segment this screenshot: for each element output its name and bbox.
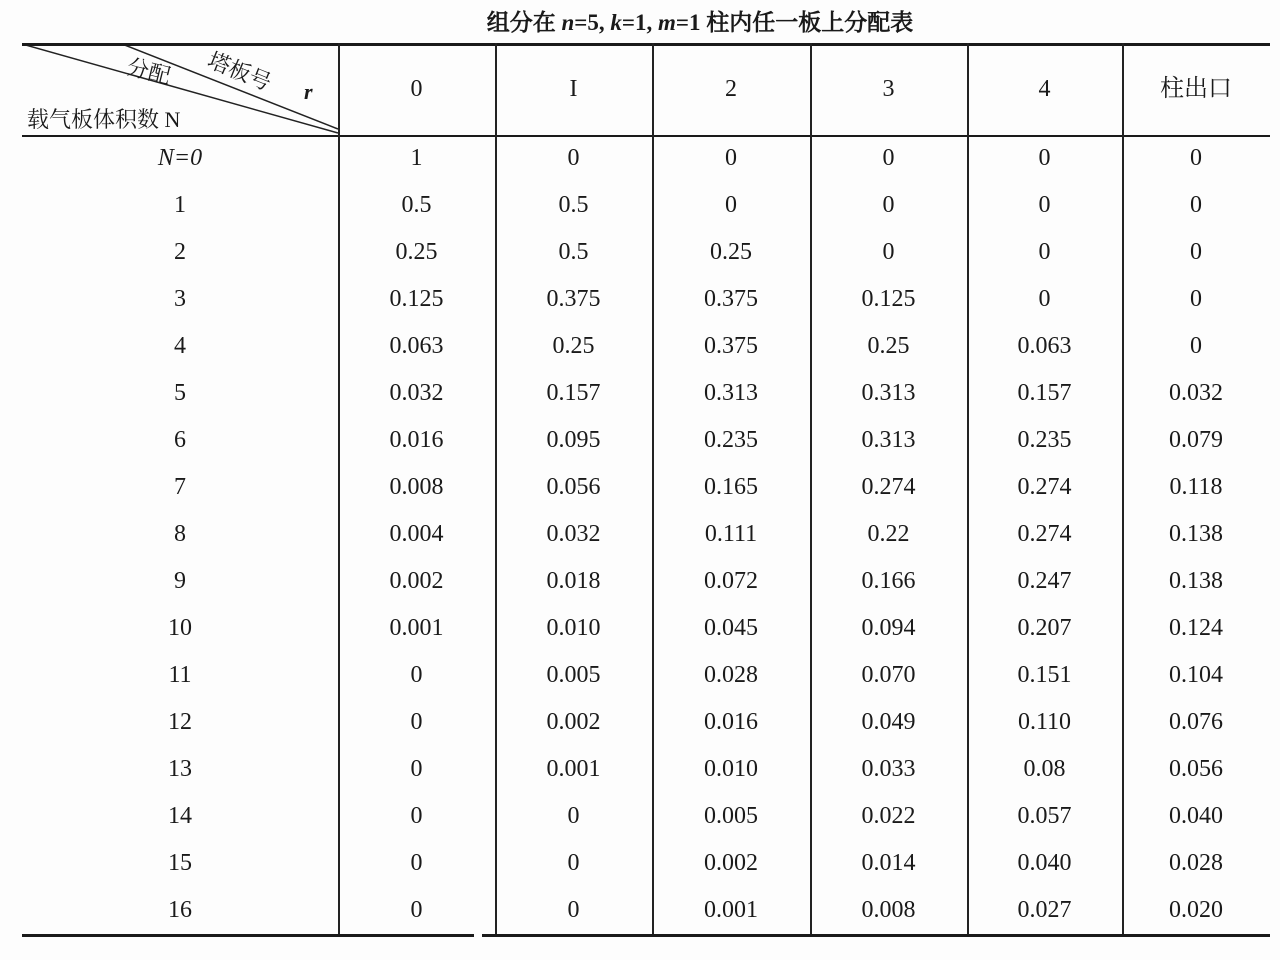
row-label: 2 (174, 239, 186, 265)
table-cell: 0.235 (1017, 427, 1072, 453)
table-cell: 0 (567, 803, 580, 829)
table-cell: 0.25 (710, 239, 752, 265)
bottom-rule (22, 934, 474, 937)
title-var-k: k (610, 10, 622, 35)
row-label: 12 (168, 709, 192, 735)
title-text: =1 柱内任一板上分配表 (675, 10, 914, 35)
table-cell: 0.057 (1017, 803, 1072, 829)
column-header: 柱出口 (1160, 76, 1232, 102)
table-cell: 0.375 (546, 286, 601, 312)
title-text: 组分在 (486, 10, 562, 35)
row-label: 13 (168, 756, 192, 782)
table-cell: 0.124 (1169, 615, 1223, 641)
table-cell: 0 (882, 192, 895, 218)
table-cell: 0.207 (1017, 615, 1072, 641)
table-cell: 0 (567, 850, 580, 876)
table-cell: 0.313 (704, 380, 758, 406)
table-cell: 0.022 (861, 803, 916, 829)
corner-plate-label: 塔板号 (204, 47, 275, 96)
table-cell: 0.008 (389, 474, 444, 500)
column-divider (967, 43, 969, 934)
table-cell: 0.045 (704, 615, 758, 641)
table-cell: 0.5 (558, 239, 589, 265)
table-cell: 0.095 (546, 427, 601, 453)
table-cell: 0.001 (389, 615, 444, 641)
table-cell: 0 (410, 803, 423, 829)
table-cell: 0.313 (861, 427, 916, 453)
bottom-rule (482, 934, 1270, 937)
table-cell: 0.157 (546, 380, 601, 406)
table-cell: 0 (1038, 192, 1051, 218)
table-cell: 0.104 (1169, 662, 1223, 688)
table-cell: 0.032 (1169, 380, 1223, 406)
table-cell: 0 (567, 145, 580, 171)
table-cell: 0.111 (704, 521, 758, 547)
column-header: 0 (410, 76, 423, 102)
title-var-n: n (561, 10, 575, 35)
table-cell: 0 (882, 239, 895, 265)
table-cell: 0.033 (861, 756, 916, 782)
table-cell: 0 (410, 662, 423, 688)
row-label: 9 (174, 568, 186, 594)
table-cell: 0.001 (546, 756, 601, 782)
top-rule (22, 43, 1270, 46)
corner-volume-label: 载气板体积数 N (27, 107, 181, 132)
table-cell: 0.070 (861, 662, 916, 688)
table-cell: 0.032 (389, 380, 444, 406)
column-divider (1122, 43, 1124, 934)
table-cell: 0.138 (1169, 521, 1223, 547)
row-label: 15 (168, 850, 192, 876)
table-cell: 0.25 (395, 239, 438, 265)
table-cell: 0.028 (704, 662, 758, 688)
table-cell: 0 (410, 709, 423, 735)
table-cell: 0.040 (1017, 850, 1072, 876)
table-cell: 0.247 (1017, 568, 1072, 594)
table-cell: 0.014 (861, 850, 916, 876)
table-cell: 0.375 (704, 333, 758, 359)
table-cell: 0.027 (1017, 897, 1072, 923)
table-cell: 0.010 (704, 756, 758, 782)
table-cell: 0.079 (1169, 427, 1223, 453)
row-label: 16 (168, 897, 192, 923)
table-cell: 0.063 (389, 333, 444, 359)
column-header: 4 (1038, 76, 1051, 102)
table-cell: 0.032 (546, 521, 601, 547)
table-cell: 0.020 (1169, 897, 1223, 923)
table-cell: 0.056 (546, 474, 601, 500)
row-label: 11 (168, 662, 192, 688)
table-cell: 0.016 (389, 427, 444, 453)
table-cell: 0.094 (861, 615, 916, 641)
title-text: =1, (621, 10, 658, 35)
table-cell: 0.076 (1169, 709, 1223, 735)
table-cell: 0.028 (1169, 850, 1223, 876)
corner-r-label: r (304, 79, 313, 104)
table-cell: 0.125 (389, 286, 444, 312)
row-label: 8 (174, 521, 186, 547)
column-divider (652, 43, 654, 934)
table-cell: 0.049 (861, 709, 916, 735)
table-cell: 0 (410, 850, 423, 876)
table-cell: 0.313 (861, 380, 916, 406)
table-cell: 0.375 (704, 286, 758, 312)
table-cell: 0.005 (546, 662, 601, 688)
table-cell: 0.25 (867, 333, 910, 359)
table-cell: 0.118 (1169, 474, 1223, 500)
table-cell: 0 (567, 897, 580, 923)
table-cell: 0.072 (704, 568, 758, 594)
column-divider (495, 43, 497, 934)
table-cell: 0.004 (389, 521, 444, 547)
table-cell: 0.016 (704, 709, 758, 735)
table-cell: 0.5 (401, 192, 432, 218)
row-label: 10 (168, 615, 192, 641)
column-divider (338, 43, 340, 934)
table-cell: 0 (1190, 333, 1202, 359)
row-label: 6 (174, 427, 186, 453)
column-header: I (569, 76, 578, 102)
table-cell: 0.056 (1169, 756, 1223, 782)
table-cell: 0 (1190, 192, 1202, 218)
column-header: 3 (882, 76, 895, 102)
table-cell: 1 (410, 145, 423, 171)
row-label: 4 (174, 333, 186, 359)
table-cell: 0.25 (552, 333, 595, 359)
table-cell: 0.001 (704, 897, 758, 923)
table-cell: 0.5 (558, 192, 589, 218)
table-cell: 0.002 (704, 850, 758, 876)
table-cell: 0.22 (867, 521, 910, 547)
table-cell: 0.138 (1169, 568, 1223, 594)
table-cell: 0.010 (546, 615, 601, 641)
table-cell: 0.274 (1017, 521, 1072, 547)
table-title (380, 4, 1020, 37)
row-label: 14 (168, 803, 192, 829)
table-cell: 0.157 (1017, 380, 1072, 406)
table-cell: 0.002 (389, 568, 444, 594)
table-cell: 0.018 (546, 568, 601, 594)
row-label: N=0 (157, 145, 203, 171)
table-cell: 0.040 (1169, 803, 1223, 829)
table-cell: 0.151 (1017, 662, 1072, 688)
table-cell: 0.008 (861, 897, 916, 923)
row-label: 5 (174, 380, 186, 406)
table-cell: 0 (725, 192, 737, 218)
table-cell: 0 (1190, 239, 1202, 265)
table-cell: 0 (725, 145, 737, 171)
corner-distribution-label: 分配 (124, 54, 174, 89)
table-cell: 0.002 (546, 709, 601, 735)
table-cell: 0 (1038, 239, 1051, 265)
table-cell: 0.063 (1017, 333, 1072, 359)
table-cell: 0.125 (861, 286, 916, 312)
header-rule (22, 135, 1270, 137)
table-cell: 0 (410, 897, 423, 923)
table-cell: 0.274 (1017, 474, 1072, 500)
table-cell: 0 (882, 145, 895, 171)
row-label: 1 (174, 192, 186, 218)
table-cell: 0 (1038, 145, 1051, 171)
row-label: 7 (174, 474, 186, 500)
table-cell: 0.005 (704, 803, 758, 829)
table-cell: 0.274 (861, 474, 916, 500)
table-cell: 0.110 (1017, 709, 1072, 735)
table-cell: 0.166 (861, 568, 916, 594)
table-cell: 0 (1190, 286, 1202, 312)
table-cell: 0.165 (704, 474, 758, 500)
column-divider (810, 43, 812, 934)
table-cell: 0 (1038, 286, 1051, 312)
title-text: =5, (574, 10, 611, 35)
row-label: 3 (174, 286, 186, 312)
table-cell: 0 (410, 756, 423, 782)
table-cell: 0.235 (704, 427, 758, 453)
title-var-m: m (658, 10, 676, 35)
column-header: 2 (725, 76, 737, 102)
table-cell: 0.08 (1023, 756, 1066, 782)
table-cell: 0 (1190, 145, 1202, 171)
